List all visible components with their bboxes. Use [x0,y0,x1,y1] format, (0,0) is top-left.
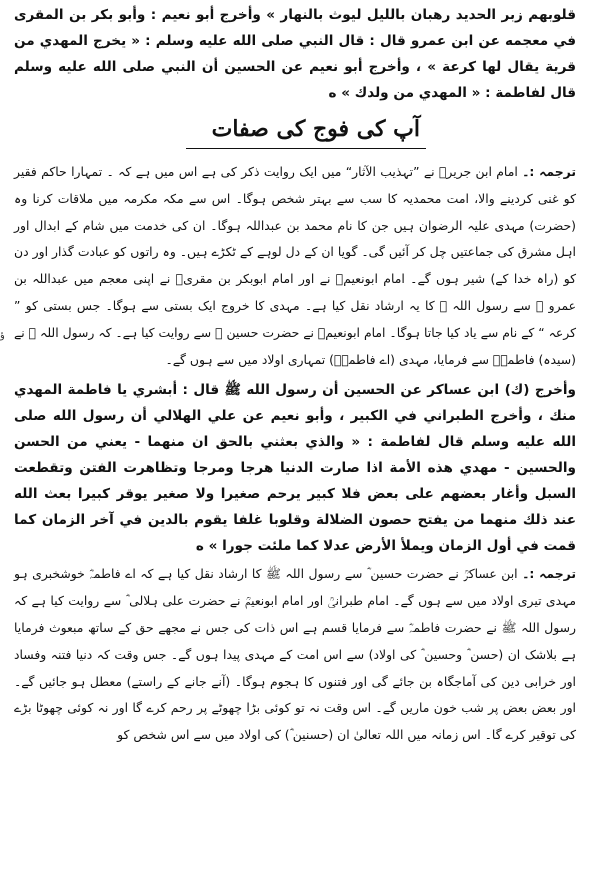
translation-text-1: امام ابن جریرؒ نے ”تہذیب الآثار“ میں ایک روایت ذکر کی ہے اس میں ہے کہ ۔ تمہارا حاکم فقیر کو غنی کردینے والا، امت محمدیہ کا سب سے بہتر شخص ہوگا۔ اس سے مکہ مکرمہ میں ملاقات کرنا وہ (حضرت) مہدی علیہ الرضوان ہیں جن کا نام محمد بن عبداللہ ہوگا۔ ان کی خدمت میں شام کے ابدال اور اہل مشرق کی جماعتیں چل کر آئیں گی۔ گویا ان کے دل لوہے کے ٹکڑے ہیں۔ وہ راتوں کو عبادت گذار اور دن کو (راہ خدا کے) شیر ہوں گے۔ امام ابونعیمؒ نے اور امام ابوبکر بن مقریؒ نے اپنی معجم میں عبداللہ بن عمرو ؓ سے رسول اللہ ﷺ کا یہ ارشاد نقل کیا ہے۔ مہدی کا خروج ایک بستی سے ہوگا۔ جس بستی کو ” کرعہ “ کے نام سے یاد کیا جاتا ہوگا۔ امام ابونعیمؒ نے حضرت حسین ؓ سے روایت کیا ہے۔ کہ رسول اللہ ﷺ نے (سیدہ) فاطمہؓ سے فرمایا، مہدی (اے فاطمہؓ) تمہاری اولاد میں سے ہوں گے۔ [14,164,576,367]
arabic-paragraph-middle: وأخرج (ك) ابن عساكر عن الحسين أن رسول الله ﷺ قال : أبشري يا فاطمة المهدي منك ، وأخرج الطبراني في الكبير ، وأبو نعيم عن علي الهلالي أن رسول الله صلى الله عليه وسلم قال لفاطمة : « والذي بعثني بالحق ان منهما - يعني من الحسن والحسين - مهدي هذه الأمة اذا صارت الدنيا هرجا ومرجا وتظاهرت الفتن وتقطعت السبل وأغار بعضهم على بعض فلا كبير يرحم صغيرا ولا صغير يوقر كبيرا بعث الله عند ذلك منهما من يفتح حصون الضلالة وقلوبا غلفا يقوم بالدين في آخر الزمان كما قمت في أول الزمان ويملأ الأرض عدلا كما ملئت جورا » ه [14,382,576,555]
urdu-translation-1 [14,159,576,373]
translation-text-2: ابن عساکرؒ نے حضرت حسین ؓ سے رسول اللہ ﷺ کا ارشاد نقل کیا ہے کہ اے فاطمہؓ خوشخبری ہو مہدی تیری اولاد میں سے ہوں گے۔ امام طبرانیؒ اور امام ابونعیمؒ نے حضرت علی ہلالی ؓ سے روایت کیا ہے کہ رسول اللہ ﷺ نے حضرت فاطمہؓ سے فرمایا قسم ہے اس ذات کی جس نے مجھے حق کے ساتھ مبعوث فرمایا ہے بلاشک ان (حسن ؓ وحسین ؓ کی اولاد) سے اس امت کے مہدی پیدا ہوں گے۔ جس وقت کہ دنیا فتنہ وفساد اور خرابی دین کی آماجگاہ بن جائے گی اور فتنوں کا ہجوم ہوگا۔ (آنے جانے کے راستے) معطل ہو جائیں گے۔ اور بعض بعض پر شب خون ماریں گے۔ اس وقت نہ تو کوئی بڑا چھوٹے پر رحم کرے گا اور نہ کوئی چھوٹا بڑے کی توقیر کرے گا۔ اس زمانہ میں اللہ تعالیٰ ان (حسنین ؓ) کی اولاد میں سے اس شخص کو [14,566,576,743]
translation-label-2: ترجمہ :۔ [522,566,576,582]
arabic-paragraph-top: قلوبهم زبر الحديد رهبان بالليل ليوث بالنهار » وأخرج أبو نعيم : وأبو بكر بن المقرى في معجمه عن ابن عمرو قال : قال النبي صلى الله عليه وسلم : « يخرج المهدي من قرية يقال لها كرعة » ، وأخرج أبو نعيم عن الحسين أن النبي صلى الله عليه وسلم قال لفاطمة : « المهدي من ولدك » ه [14,7,576,101]
document-page [14,2,576,749]
translation-label-1: ترجمہ :۔ [522,164,576,179]
urdu-translation-2 [14,561,576,749]
section-heading: آپ کی فوج کی صفات [186,112,426,149]
section-heading-wrap [14,112,576,149]
margin-marker: ؤ [0,330,5,341]
